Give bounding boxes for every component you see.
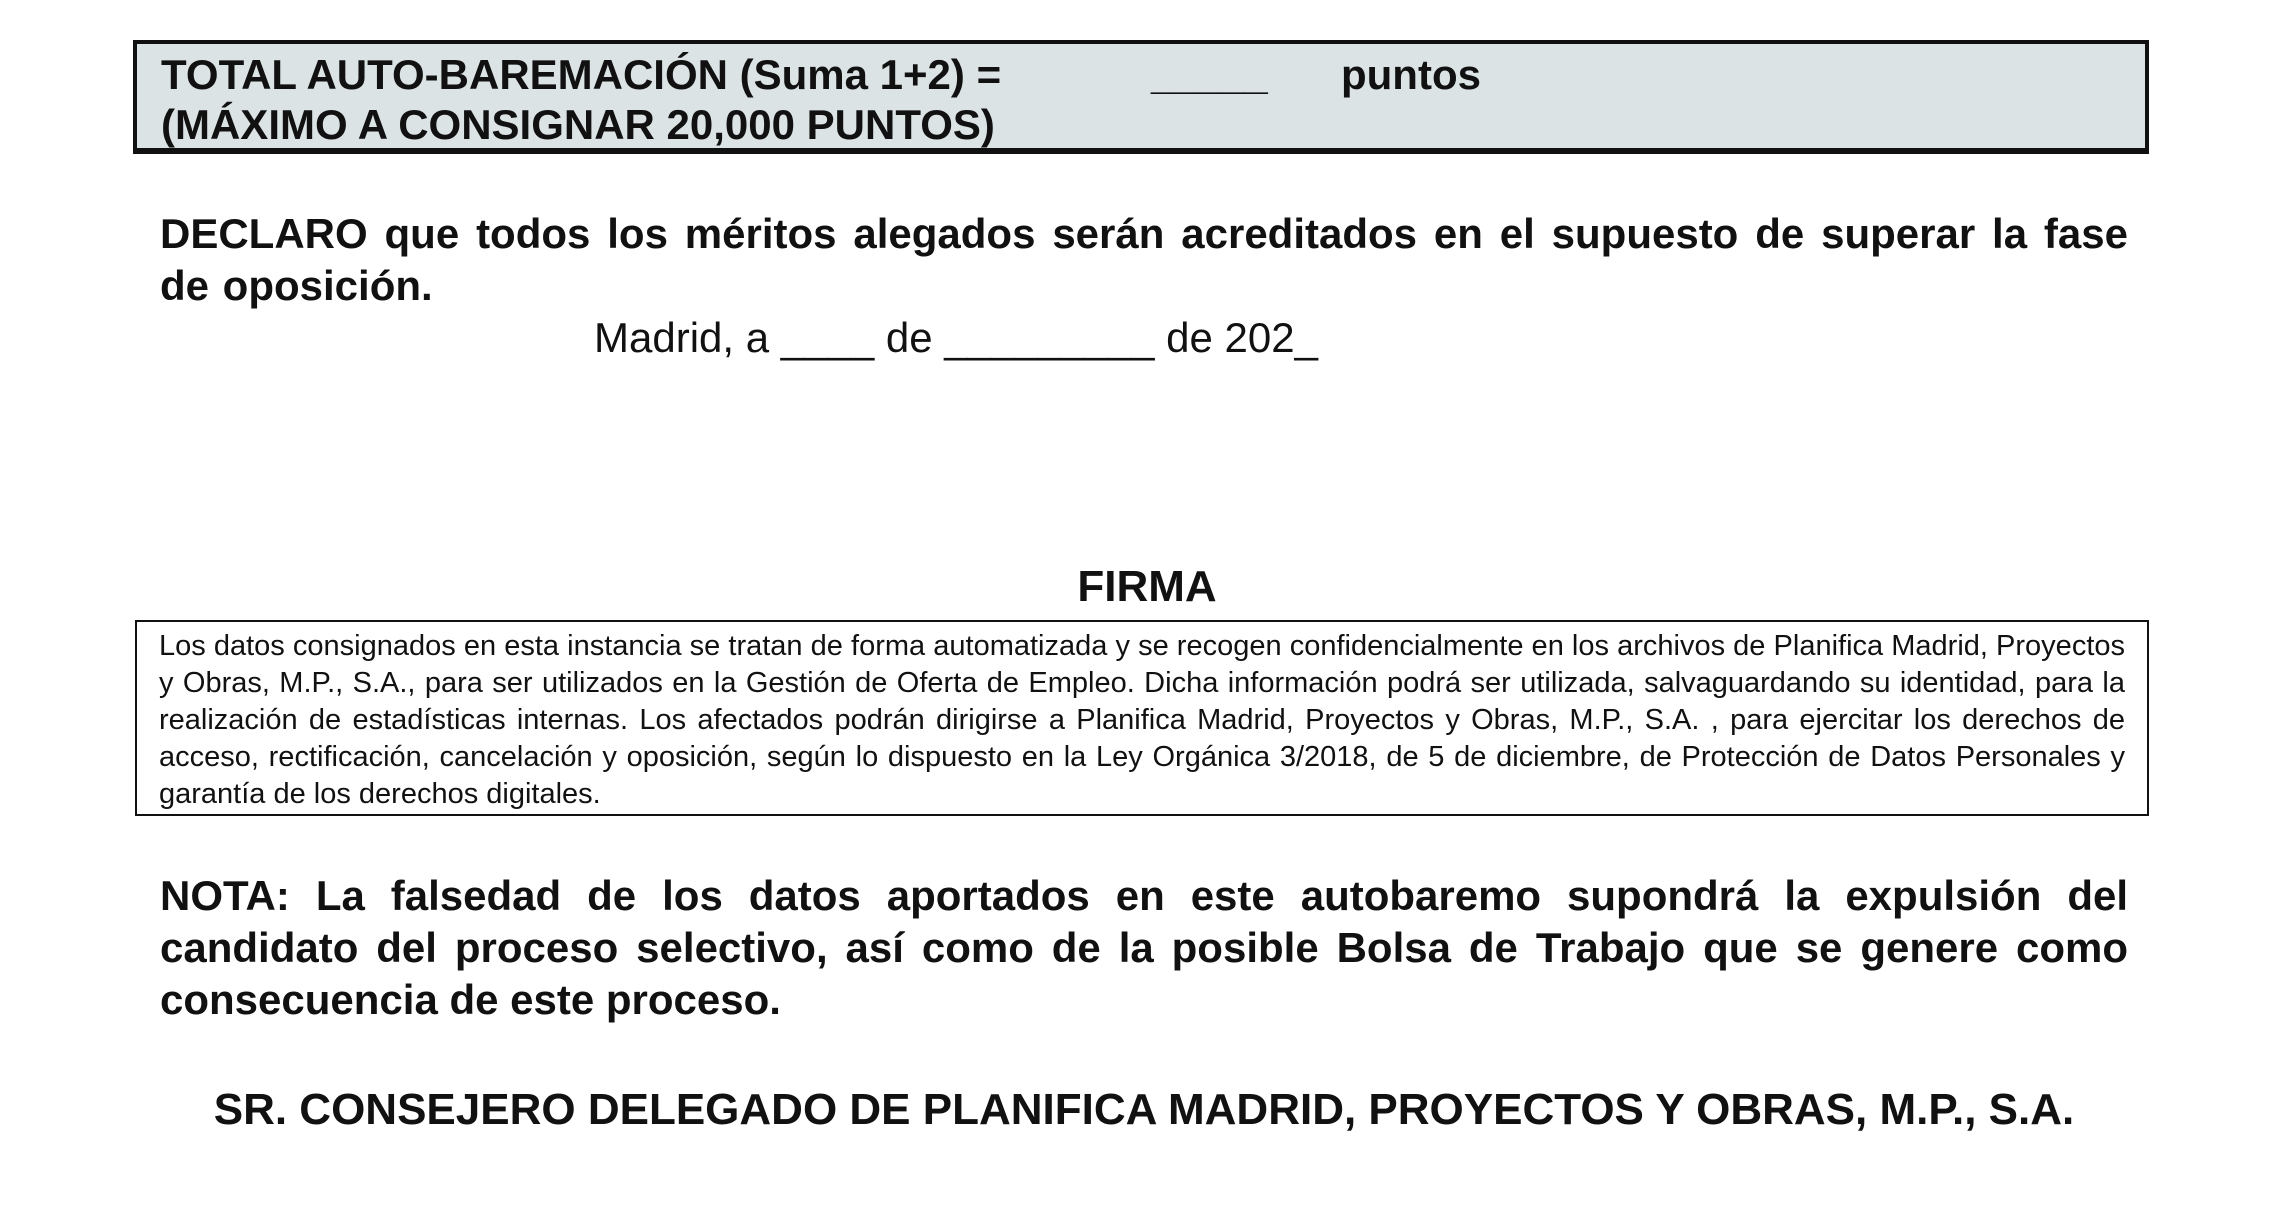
merits-declaration: DECLARO que todos los méritos alegados serán acreditados en el supuesto de superar la fase de oposición. [160,210,2128,309]
data-protection-notice [135,620,2149,816]
place-date-line: Madrid, a ____ de _________ de 202_ [594,314,1318,361]
maximum-score-note: (MÁXIMO A CONSIGNAR 20,000 PUNTOS) [161,101,995,148]
signature-label: FIRMA [1077,562,1217,611]
data-protection-text: Los datos consignados en esta instancia se tratan de forma automatizada y se recogen confidencialmente en los archivos de Planifica Madrid, Proyectos y Obras, M.P., S.A., para ser utilizados en la Gestión de Oferta de Empleo. Dicha información podrá ser utilizada, salvaguardando su identidad, para la realización de estadísticas internas. Los afectados podrán dirigirse a Planifica Madrid, Proyectos y Obras, M.P., S.A. , para ejercitar los derechos de acceso, rectificación, cancelación y oposición, según lo dispuesto en la Ley Orgánica 3/2018, de 5 de diciembre, de Protección de Datos Personales y garantía de los derechos digitales. [159,630,2125,810]
total-score-label: TOTAL AUTO-BAREMACIÓN (Suma 1+2) = [161,51,1002,98]
total-score-units: puntos [1341,51,1481,98]
falsification-note: NOTA: La falsedad de los datos aportados en este autobaremo supondrá la expulsión del candidato del proceso selectivo, así como de la posible Bolsa de Trabajo que se genere como consecuencia de este proceso. [160,872,2128,1023]
total-score-box [133,40,2149,154]
total-score-blank: _____ [1151,51,1268,98]
addressee: SR. CONSEJERO DELEGADO DE PLANIFICA MADRID, PROYECTOS Y OBRAS, M.P., S.A. [213,1085,2075,1134]
